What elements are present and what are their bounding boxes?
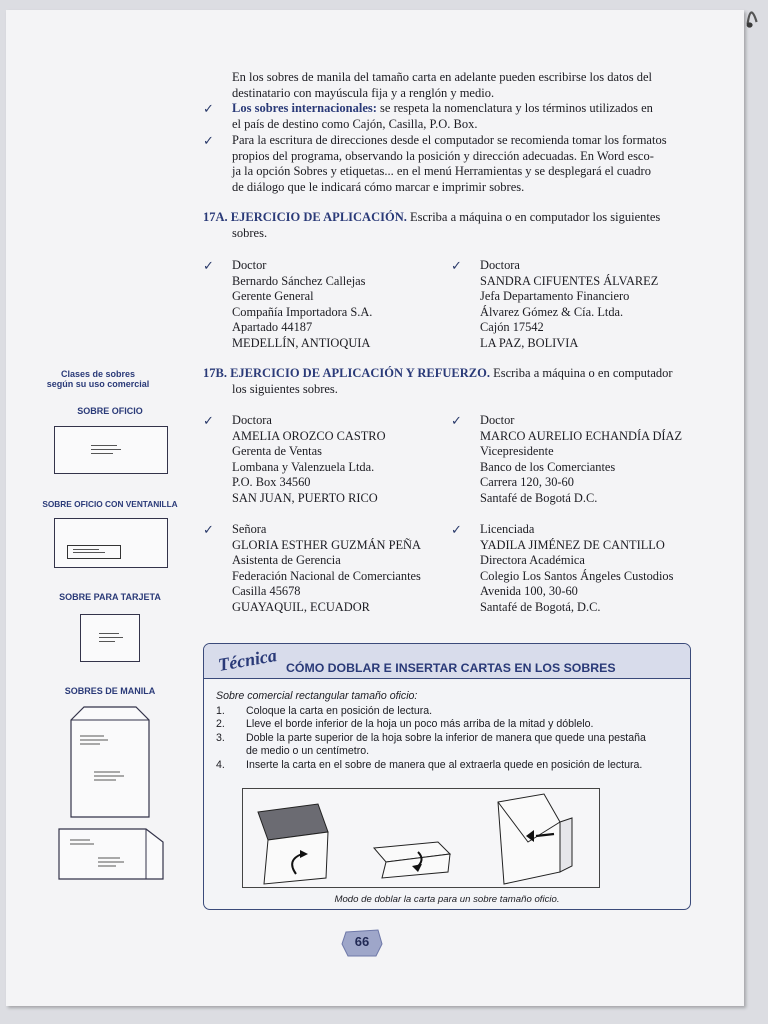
bullet-international: Los sobres internacionales: se respeta la nomenclatura y los términos utilizados en el país de destino como Cajón, Casilla, P.O. Box. [232,101,653,131]
address-line: AMELIA OROZCO CASTRO [232,428,386,443]
address-line: Santafé de Bogotá, D.C. [480,599,601,614]
check-icon: ✓ [203,258,214,273]
address-line: Carrera 120, 30-60 [480,475,574,490]
tecnica-steps [216,705,686,772]
sidebar-title: Clases de sobres según su uso comercial [46,369,150,389]
step-number: 1. [216,705,225,717]
step-text: Coloque la carta en posición de lectura. [246,705,433,717]
address-line: Señora [232,522,267,536]
exercise-17b-heading: 17B. EJERCICIO DE APLICACIÓN Y REFUERZO. Escriba a máquina o en computador los siguientes sobres. [203,366,673,396]
address-line: Doctor [232,258,267,272]
fold-step-two [374,842,450,878]
address-line: Álvarez Gómez & Cía. Ltda. [480,304,624,319]
tecnica-subtitle: Sobre comercial rectangular tamaño oficio: [216,690,418,702]
address-line: Doctora [480,258,520,272]
address-line: Gerente General [232,289,314,304]
address-line: Directora Académica [480,553,585,568]
address-block [232,522,421,616]
address-line: Cajón 17542 [480,320,544,335]
binding-hole [747,22,753,27]
envelope-window-illustration [54,518,168,568]
tecnica-step [216,705,686,718]
exercise-17a-heading: 17A. EJERCICIO DE APLICACIÓN. Escriba a máquina o en computador los siguientes sobres. [203,210,661,240]
label-sobre-ventanilla: SOBRE OFICIO CON VENTANILLA [42,499,178,509]
address-line: Casilla 45678 [232,584,301,599]
label-sobres-manila: SOBRES DE MANILA [64,686,156,696]
step-text: Lleve el borde inferior de la hoja un poco más arriba de la mitad y dóblelo. [246,718,594,731]
address-line: Colegio Los Santos Ángeles Custodios [480,568,674,583]
step-number: 4. [216,758,225,771]
tecnica-step [216,732,686,759]
tecnica-title: CÓMO DOBLAR E INSERTAR CARTAS EN LOS SOBRES [286,661,616,675]
address-line: Banco de los Comerciantes [480,459,616,474]
address-line: Asistenta de Gerencia [232,553,341,568]
step-number: 2. [216,718,225,731]
address-line: Vicepresidente [480,444,554,459]
bullet-computer: Para la escritura de direcciones desde el computador se recomienda tomar los formatos propios del programa, observando la posición y dirección adecuadas. En Word esco- ja la opción Sobres y etiquetas... en el menú Herramientas y se desplegará el cuadro de diálogo que le indicará cómo marcar e imprimir sobres. [232,133,667,195]
diagram-caption: Modo de doblar la carta para un sobre tamaño oficio. [334,894,560,905]
fold-step-one [258,804,328,884]
check-icon: ✓ [451,522,462,537]
address-line: SANDRA CIFUENTES ÁLVAREZ [480,273,659,288]
address-line: GLORIA ESTHER GUZMÁN PEÑA [232,537,421,552]
page-number: 66 [354,934,370,949]
label-sobre-tarjeta: SOBRE PARA TARJETA [59,592,161,602]
step-text: de medio o un centímetro. [246,745,370,758]
address-line: Compañía Importadora S.A. [232,304,373,319]
envelope-oficio-illustration [54,426,168,474]
intro-paragraph: En los sobres de manila del tamaño carta en adelante pueden escribirse los datos del destinatario con mayúscula fija y a renglón y medio. [232,70,652,100]
check-icon: ✓ [451,258,462,273]
check-icon: ✓ [203,413,214,428]
step-number: 3. [216,731,225,744]
address-line: Federación Nacional de Comerciantes [232,568,421,583]
address-block [232,258,372,352]
address-line: YADILA JIMÉNEZ DE CANTILLO [480,537,665,552]
address-line: SAN JUAN, PUERTO RICO [232,490,378,505]
address-line: Gerenta de Ventas [232,444,322,459]
address-line: MEDELLÍN, ANTIOQUIA [232,335,371,350]
address-line: MARCO AURELIO ECHANDÍA DÍAZ [480,428,683,443]
label-sobre-oficio: SOBRE OFICIO [77,406,143,416]
address-line: Doctor [480,413,515,427]
address-line: Santafé de Bogotá D.C. [480,490,598,505]
check-icon: ✓ [203,522,214,537]
tecnica-step [216,759,686,772]
address-line: Lombana y Valenzuela Ltda. [232,459,375,474]
address-line: Doctora [232,413,272,427]
address-line: GUAYAQUIL, ECUADOR [232,599,370,614]
address-line: P.O. Box 34560 [232,475,311,490]
address-line: Licenciada [480,522,535,536]
address-block [480,522,673,616]
envelope-card-illustration [80,614,140,662]
check-icon: ✓ [451,413,462,428]
check-icon: ✓ [203,133,214,148]
tecnica-logo: Técnica [216,645,279,675]
address-block [232,413,386,507]
spiral-ring [748,12,757,24]
envelope-manila-horizontal-illustration [58,828,164,880]
letter-folding-diagram [242,788,600,888]
address-block [480,258,658,352]
address-line: Avenida 100, 30-60 [480,584,578,599]
envelope-manila-vertical-illustration [70,706,150,818]
address-line: LA PAZ, BOLIVIA [480,335,579,350]
address-block [480,413,682,507]
check-icon: ✓ [203,101,214,116]
address-line: Apartado 44187 [232,320,313,335]
step-text: Inserte la carta en el sobre de manera que al extraerla quede en posición de lectura. [246,758,643,771]
address-line: Jefa Departamento Financiero [480,289,630,304]
tecnica-step [216,718,686,731]
address-line: Bernardo Sánchez Callejas [232,273,366,288]
tecnica-panel [203,643,691,910]
step-text: Doble la parte superior de la hoja sobre la inferior de manera que quede una pestaña [246,731,646,744]
